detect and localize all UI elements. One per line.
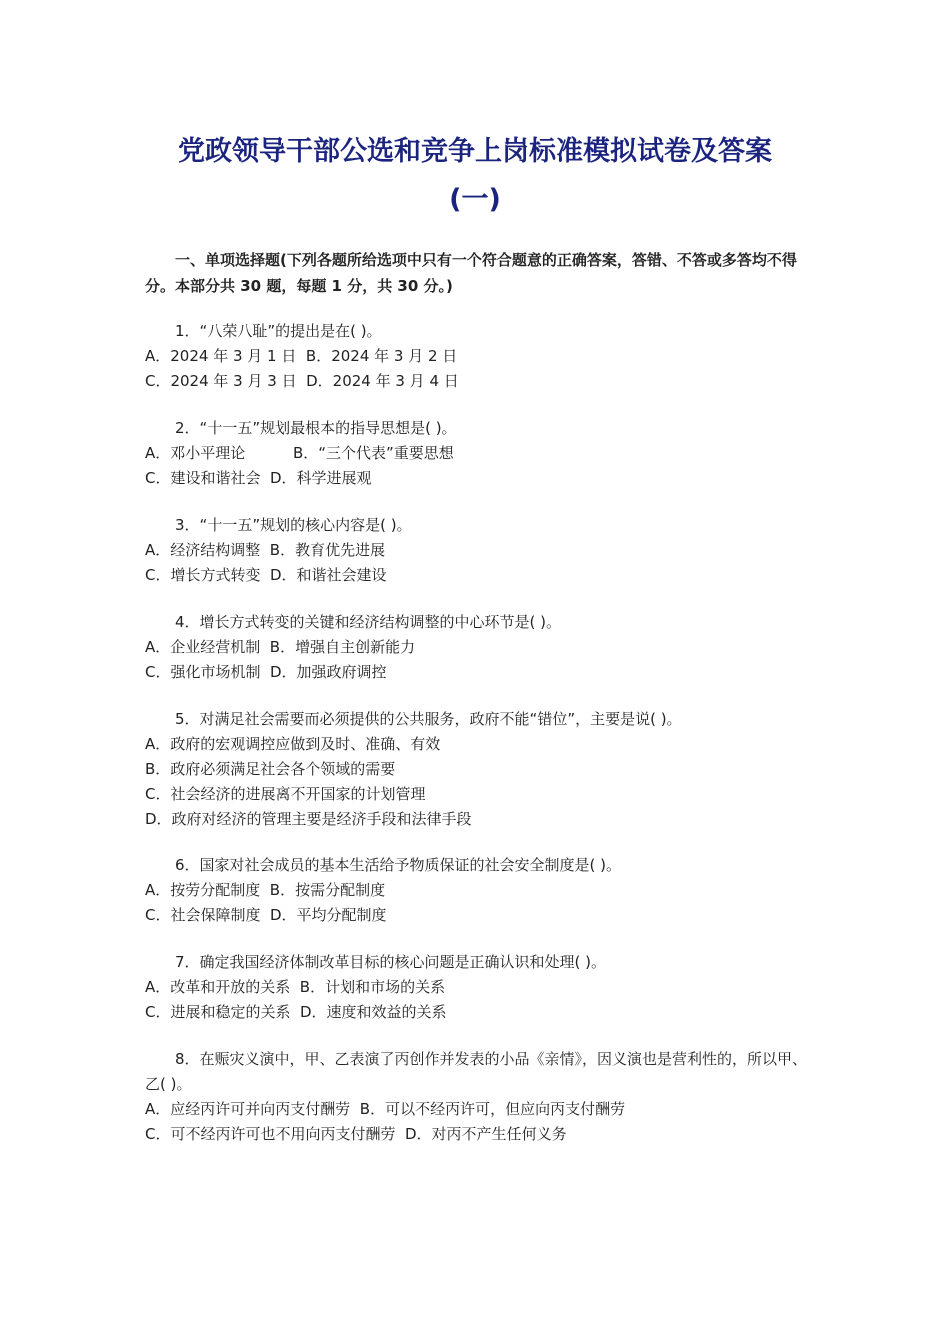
- question-stem: 2．“十一五”规划最根本的指导思想是( )。: [175, 419, 457, 437]
- question-options-row: D．政府对经济的管理主要是经济手段和法律手段: [145, 810, 472, 828]
- question-stem: 1．“八荣八耻”的提出是在( )。: [175, 322, 382, 340]
- question-1: [145, 319, 825, 394]
- question-6: [145, 853, 825, 928]
- question-stem: 4．增长方式转变的关键和经济结构调整的中心环节是( )。: [175, 613, 562, 631]
- question-options-row: A．邓小平理论 B．“三个代表”重要思想: [145, 444, 454, 462]
- question-options-row: A．按劳分配制度 B．按需分配制度: [145, 881, 386, 899]
- document-title: 党政领导干部公选和竞争上岗标准模拟试卷及答案: [178, 136, 772, 167]
- question-2: [145, 416, 825, 491]
- question-stem: 3．“十一五”规划的核心内容是( )。: [175, 516, 412, 534]
- question-stem: 5．对满足社会需要而必须提供的公共服务，政府不能“错位”，主要是说( )。: [175, 710, 682, 728]
- document-subtitle: (一): [449, 184, 501, 215]
- question-options-row: A．改革和开放的关系 B．计划和市场的关系: [145, 978, 446, 996]
- section-instructions: 一、单项选择题(下列各题所给选项中只有一个符合题意的正确答案，答错、不答或多答均不得分。本部分共 30 题，每题 1 分，共 30 分。): [145, 251, 797, 295]
- question-options-row: A．企业经营机制 B．增强自主创新能力: [145, 638, 416, 656]
- question-options-row: C．建设和谐社会 D．科学进展观: [145, 469, 372, 487]
- question-stem: 7．确定我国经济体制改革目标的核心问题是正确认识和处理( )。: [175, 953, 607, 971]
- question-options-row: C．增长方式转变 D．和谐社会建设: [145, 566, 387, 584]
- question-options-row: C．进展和稳定的关系 D．速度和效益的关系: [145, 1003, 447, 1021]
- question-stem: 6．国家对社会成员的基本生活给予物质保证的社会安全制度是( )。: [175, 856, 622, 874]
- question-options-row: B．政府必须满足社会各个领域的需要: [145, 760, 396, 778]
- question-options-row: A．经济结构调整 B．教育优先进展: [145, 541, 386, 559]
- question-options-row: C．可不经丙许可也不用向丙支付酬劳 D．对丙不产生任何义务: [145, 1125, 567, 1143]
- question-options-row: A．政府的宏观调控应做到及时、准确、有效: [145, 735, 441, 753]
- question-options-row: C．2024 年 3 月 3 日 D．2024 年 3 月 4 日: [145, 372, 459, 390]
- question-options-row: A．2024 年 3 月 1 日 B．2024 年 3 月 2 日: [145, 347, 458, 365]
- question-options-row: C．社会经济的进展离不开国家的计划管理: [145, 785, 426, 803]
- question-4: [145, 610, 825, 685]
- question-3: [145, 513, 825, 588]
- question-options-row: C．社会保障制度 D．平均分配制度: [145, 906, 387, 924]
- question-7: [145, 950, 825, 1025]
- question-stem: 8．在赈灾义演中，甲、乙表演了丙创作并发表的小品《亲情》，因义演也是营利性的，所以甲、乙( )。: [145, 1050, 808, 1093]
- question-8: [145, 1047, 815, 1147]
- question-options-row: A．应经丙许可并向丙支付酬劳 B．可以不经丙许可，但应向丙支付酬劳: [145, 1100, 626, 1118]
- question-5: [145, 707, 825, 832]
- question-options-row: C．强化市场机制 D．加强政府调控: [145, 663, 387, 681]
